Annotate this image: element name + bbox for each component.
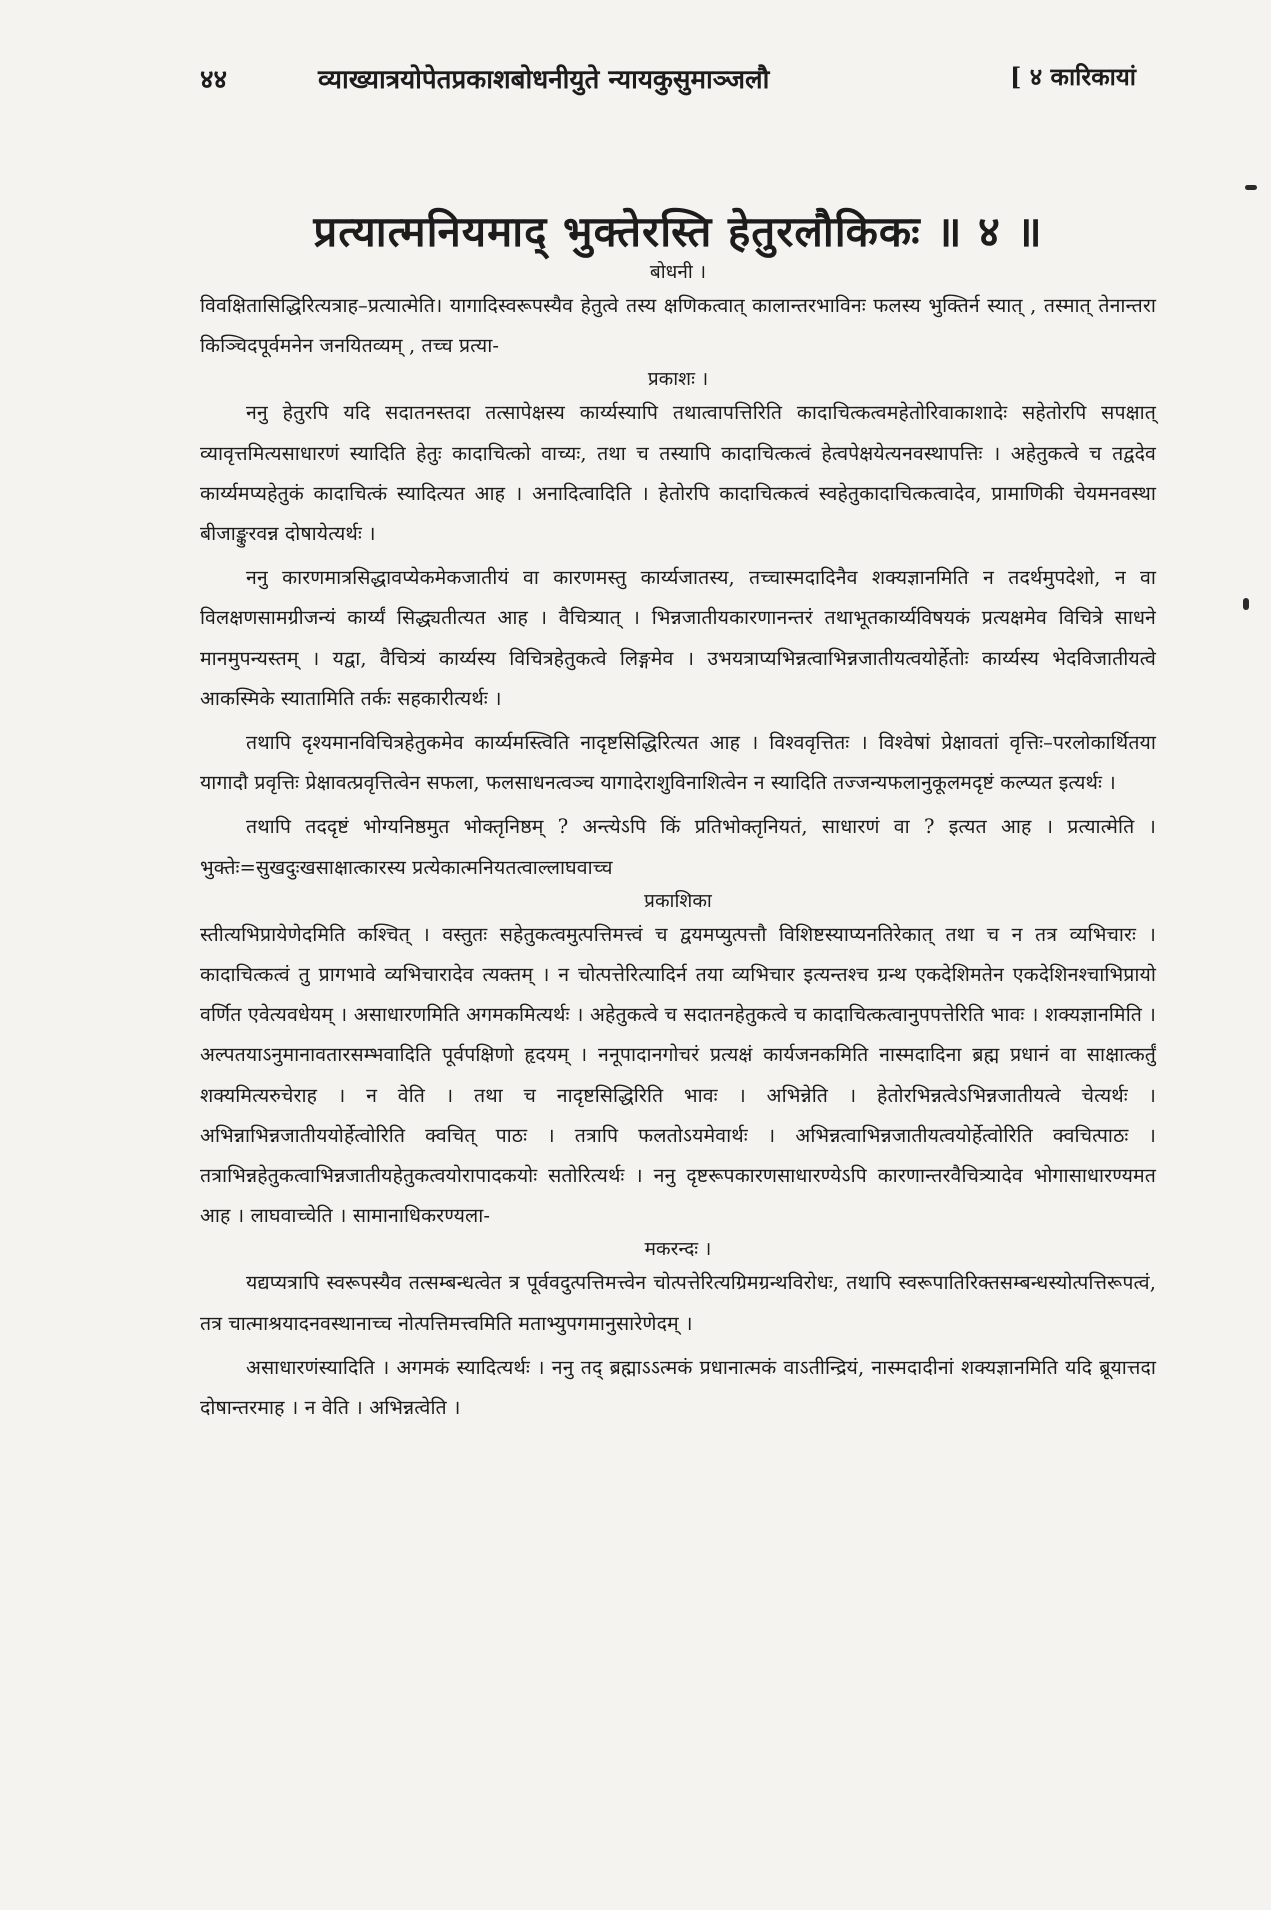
bodhani-paragraph: विवक्षितासिद्धिरित्यत्राह–प्रत्यात्मेति। यागादिस्वरूपस्यैव हेतुत्वे तस्य क्षणिकत्वात् कालान्तरभाविनः फलस्य भुक्तिर्न स्यात् , तस्मात् तेनान्तरा किञ्चिदपूर्वमनेन जनयितव्यम् , तच्च प्रत्या- [200, 294, 1156, 358]
prakashika-heading: प्रकाशिका [644, 889, 712, 912]
prakasha-heading: प्रकाशः । [647, 368, 709, 391]
prakasha-paragraph-3: तथापि दृश्यमानविचित्रहेतुकमेव कार्य्यमस्त्विति नादृष्टसिद्धिरित्यत आह । विश्ववृत्तितः । विश्वेषां प्रेक्षावतां वृत्तिः–परलोकार्थितया यागादौ प्रवृत्तिः प्रेक्षावत्प्रवृत्तित्वेन सफला, फलसाधनत्वञ्च यागादेराशुविनाशित्वेन न स्यादिति तज्जन्यफलानुकूलमदृष्टं कल्प्यत इत्यर्थः । [200, 731, 1156, 795]
running-header [200, 60, 1156, 112]
makaranda-heading: मकरन्दः । [644, 1238, 712, 1261]
karika-verse: प्रत्यात्मनियमाद् भुक्तेरस्ति हेतुरलौकिकः ॥ ४ ॥ [313, 207, 1043, 256]
makaranda-paragraph-2: असाधारणंस्यादिति । अगमकं स्यादित्यर्थः । ननु तद् ब्रह्माऽऽत्मकं प्रधानात्मकं वाऽतीन्द्रियं, नास्मदादीनां शक्यज्ञानमिति यदि ब्रूयात्तदा दोषान्तरमाह । न वेति । अभिन्नत्वेति । [200, 1355, 1156, 1420]
margin-ink-mark [1245, 185, 1257, 190]
bodhani-heading: बोधनी । [649, 261, 707, 283]
running-title: व्याख्यात्रयोपेतप्रकाशबोधनीयुते न्यायकुसुमाञ्जलौ [318, 65, 770, 95]
section-label: [ ४ कारिकायां [1009, 62, 1136, 91]
margin-ink-mark [1243, 598, 1249, 610]
prakasha-paragraph-4: तथापि तददृष्टं भोग्यनिष्ठमुत भोक्तृनिष्ठम् ? अन्त्येऽपि किं प्रतिभोक्तृनियतं, साधारणं वा ? इत्यत आह । प्रत्यात्मेति । भुक्तेः=सुखदुःखसाक्षात्कारस्य प्रत्येकात्मनियतत्वाल्लाघवाच्च [200, 815, 1156, 879]
page-number: ४४ [200, 65, 228, 95]
prakasha-paragraph-2: ननु कारणमात्रसिद्धावप्येकमेकजातीयं वा कारणमस्तु कार्य्यजातस्य, तच्चास्मदादिनैव शक्यज्ञानमिति न तदर्थमुपदेशो, न वा विलक्षणसामग्रीजन्यं कार्य्यं सिद्ध्यतीत्यत आह । वैचित्र्यात् । भिन्नजातीयकारणानन्तरं तथाभूतकार्य्यविषयकं प्रत्यक्षमेव विचित्रे साधने मानमुपन्यस्तम् । यद्वा, वैचित्र्यं कार्य्यस्य विचित्रहेतुकत्वे लिङ्गमेव । उभयत्राप्यभिन्नत्वाभिन्नजातीयत्वयोर्हेतोः कार्य्यस्य भेदविजातीयत्वे आकस्मिके स्यातामिति तर्कः सहकारीत्यर्थः । [200, 566, 1156, 710]
prakasha-paragraph-1: ननु हेतुरपि यदि सदातनस्तदा तत्सापेक्षस्य कार्य्यस्यापि तथात्वापत्तिरिति कादाचित्कत्वमहेतोरिवाकाशादेः सहेतोरपि सपक्षात् व्यावृत्तमित्यसाधारणं स्यादिति हेतुः कादाचित्को वाच्यः, तथा च तस्यापि कादाचित्कत्वं हेत्वपेक्षयेत्यनवस्थापत्तिः । अहेतुकत्वे च तद्वदेव कार्य्यमप्यहेतुकं कादाचित्कं स्यादित्यत आह । अनादित्वादिति । हेतोरपि कादाचित्कत्वं स्वहेतुकादाचित्कत्वादेव, प्रामाणिकी चेयमनवस्था बीजाङ्कुरवन्न दोषायेत्यर्थः । [200, 401, 1156, 546]
prakashika-paragraph: स्तीत्यभिप्रायेणेदमिति कश्चित् । वस्तुतः सहेतुकत्वमुत्पत्तिमत्त्वं च द्वयमप्युत्पत्तौ विशिष्टस्याप्यनतिरेकात् तथा च न तत्र व्यभिचारः । कादाचित्कत्वं तु प्रागभावे व्यभिचारादेव त्यक्तम् । न चोत्पत्तेरित्यादिर्न तया व्यभिचार इत्यन्तश्च ग्रन्थ एकदेशिमतेन एकदेशिनश्चाभिप्रायो वर्णित एवेत्यवधेयम् । असाधारणमिति अगमकमित्यर्थः । अहेतुकत्वे च सदातनहेतुकत्वे च कादाचित्कत्वानुपपत्तेरिति भावः । शक्यज्ञानमिति । अल्पतयाऽनुमानावतारसम्भवादिति पूर्वपक्षिणो हृदयम् । ननूपादानगोचरं प्रत्यक्षं कार्यजनकमिति नास्मदादिना ब्रह्म प्रधानं वा साक्षात्कर्तुं शक्यमित्यरुचेराह । न वेति । तथा च नादृष्टसिद्धिरिति भावः । अभिन्नेति । हेतोरभिन्नत्वेऽभिन्नजातीयत्वे चेत्यर्थः । अभिन्नाभिन्नजातीययोर्हेत्वोरिति क्वचित् पाठः । तत्रापि फलतोऽयमेवार्थः । अभिन्नत्वाभिन्नजातीयत्वयोर्हेत्वोरिति क्वचित्पाठः । तत्राभिन्नहेतुकत्वाभिन्नजातीयहेतुकत्वयोरापादकयोः सतोरित्यर्थः । ननु दृष्टरूपकारणसाधारण्येऽपि कारणान्तरवैचित्र्यादेव भोगासाधारण्यमत आह । लाघवाच्चेति । सामानाधिकरण्यला- [200, 922, 1156, 1228]
makaranda-paragraph-1: यद्यप्यत्रापि स्वरूपस्यैव तत्सम्बन्धत्वेत त्र पूर्ववदुत्पत्तिमत्त्वेन चोत्पत्तेरित्यग्रिमग्रन्थविरोधः, तथापि स्वरूपातिरिक्तसम्बन्धस्योत्पत्तिरूपत्वं, तत्र चात्माश्रयादनवस्थानाच्च नोत्पत्तिमत्त्वमिति मताभ्युपगमानुसारेणेदम् । [200, 1271, 1156, 1335]
